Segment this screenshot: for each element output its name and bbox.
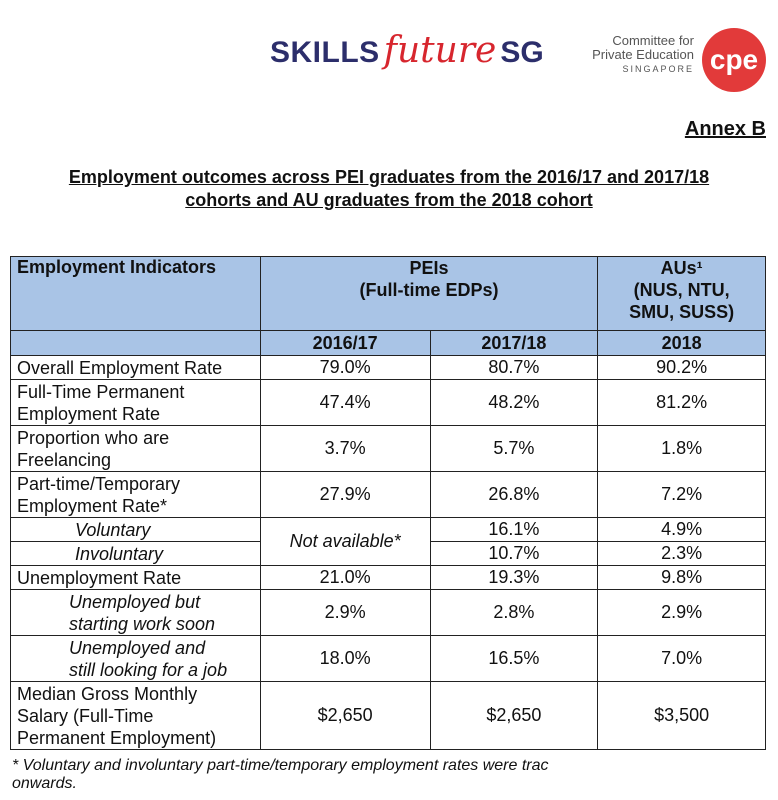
cell-2018: $3,500 (598, 682, 766, 750)
table-row (11, 356, 766, 380)
row-label: Overall Employment Rate (11, 356, 261, 380)
row-label-line2: Salary (Full-Time (17, 705, 154, 726)
peis-subtitle: (Full-time EDPs) (359, 280, 499, 300)
years-blank (11, 331, 261, 356)
cell-2018: 2.3% (598, 542, 766, 566)
row-label-line2: Employment Rate* (17, 495, 168, 516)
cell-2017-18: 80.7% (430, 356, 598, 380)
table-row (11, 590, 766, 636)
logo-sg: SG (500, 36, 544, 69)
year-2016-17: 2016/17 (260, 331, 430, 356)
cell-2016-17: 79.0% (260, 356, 430, 380)
cell-2017-18: 2.8% (430, 590, 598, 636)
cpe-logo (572, 28, 772, 98)
row-label-line1: Unemployed but (69, 591, 201, 612)
cell-2016-17: 18.0% (260, 636, 430, 682)
title-line-2: cohorts and AU graduates from the 2018 cohort (185, 190, 593, 210)
employment-table (10, 256, 766, 750)
table-row-salary (11, 682, 766, 750)
row-label: Involuntary (11, 542, 261, 566)
row-label-line1: Unemployed and (69, 637, 206, 658)
row-label-line3: Permanent Employment) (17, 727, 217, 748)
row-label-line2: starting work soon (69, 613, 216, 634)
row-label-line1: Part-time/Temporary (17, 473, 181, 494)
row-label (11, 636, 261, 682)
years-row (11, 331, 766, 356)
title-line-1: Employment outcomes across PEI graduates from the 2016/17 and 2017/18 (68, 167, 710, 187)
cell-2016-17: 3.7% (260, 426, 430, 472)
table-row (11, 566, 766, 590)
cell-2016-17: 21.0% (260, 566, 430, 590)
cell-2017-18: 19.3% (430, 566, 598, 590)
year-2017-18: 2017/18 (430, 331, 598, 356)
header-peis (260, 257, 598, 331)
row-label-line1: Proportion who are (17, 427, 170, 448)
table-row (11, 472, 766, 518)
skillsfuture-logo (270, 30, 544, 90)
cell-2018: 4.9% (598, 518, 766, 542)
cpe-line2: Private Education (592, 47, 694, 62)
cpe-name (592, 34, 694, 76)
cell-2017-18: 5.7% (430, 426, 598, 472)
footnote-line1: * Voluntary and involuntary part-time/temporary employment rates were trac (12, 757, 549, 774)
cpe-line1: Committee for (612, 33, 694, 48)
cell-2016-17: $2,650 (260, 682, 430, 750)
table-row (11, 636, 766, 682)
row-label: Unemployment Rate (11, 566, 261, 590)
cell-2017-18: 16.5% (430, 636, 598, 682)
row-label (11, 380, 261, 426)
cell-2017-18: 48.2% (430, 380, 598, 426)
document-title (20, 166, 758, 212)
header-aus (598, 257, 766, 331)
cell-2018: 2.9% (598, 590, 766, 636)
not-available-cell: Not available* (260, 518, 430, 566)
cell-2018: 81.2% (598, 380, 766, 426)
cell-2018: 9.8% (598, 566, 766, 590)
cell-2017-18: 16.1% (430, 518, 598, 542)
cell-2018: 1.8% (598, 426, 766, 472)
footnote-line2: onwards. (12, 775, 77, 792)
cell-2016-17: 2.9% (260, 590, 430, 636)
row-label-line2: still looking for a job (69, 659, 228, 680)
row-label (11, 590, 261, 636)
cell-2017-18: 26.8% (430, 472, 598, 518)
cell-2018: 90.2% (598, 356, 766, 380)
row-label: Voluntary (11, 518, 261, 542)
peis-title: PEIs (409, 258, 449, 278)
table-row (11, 426, 766, 472)
annex-label: Annex B (684, 118, 766, 140)
row-label-line2: Freelancing (17, 449, 112, 470)
row-label (11, 682, 261, 750)
aus-title: AUs¹ (660, 258, 703, 278)
cell-2018: 7.2% (598, 472, 766, 518)
row-label-line1: Full-Time Permanent (17, 381, 185, 402)
cell-2017-18: 10.7% (430, 542, 598, 566)
table-row (11, 380, 766, 426)
table-row-voluntary (11, 518, 766, 542)
year-2018: 2018 (598, 331, 766, 356)
row-label-line1: Median Gross Monthly (17, 683, 198, 704)
row-label (11, 472, 261, 518)
aus-line3: SMU, SUSS) (629, 302, 735, 322)
page-header (0, 0, 778, 110)
row-label-line2: Employment Rate (17, 403, 161, 424)
cell-2018: 7.0% (598, 636, 766, 682)
logo-skills: SKILLS (270, 36, 380, 69)
cpe-badge: cpe (702, 28, 766, 92)
cell-2016-17: 27.9% (260, 472, 430, 518)
header-row (11, 257, 766, 331)
row-label (11, 426, 261, 472)
cell-2017-18: $2,650 (430, 682, 598, 750)
cell-2016-17: 47.4% (260, 380, 430, 426)
header-indicators: Employment Indicators (11, 257, 261, 331)
logo-future: future (383, 30, 497, 71)
cpe-line3: SINGAPORE (622, 64, 694, 74)
aus-line2: (NUS, NTU, (633, 280, 730, 300)
footnote (12, 757, 772, 793)
